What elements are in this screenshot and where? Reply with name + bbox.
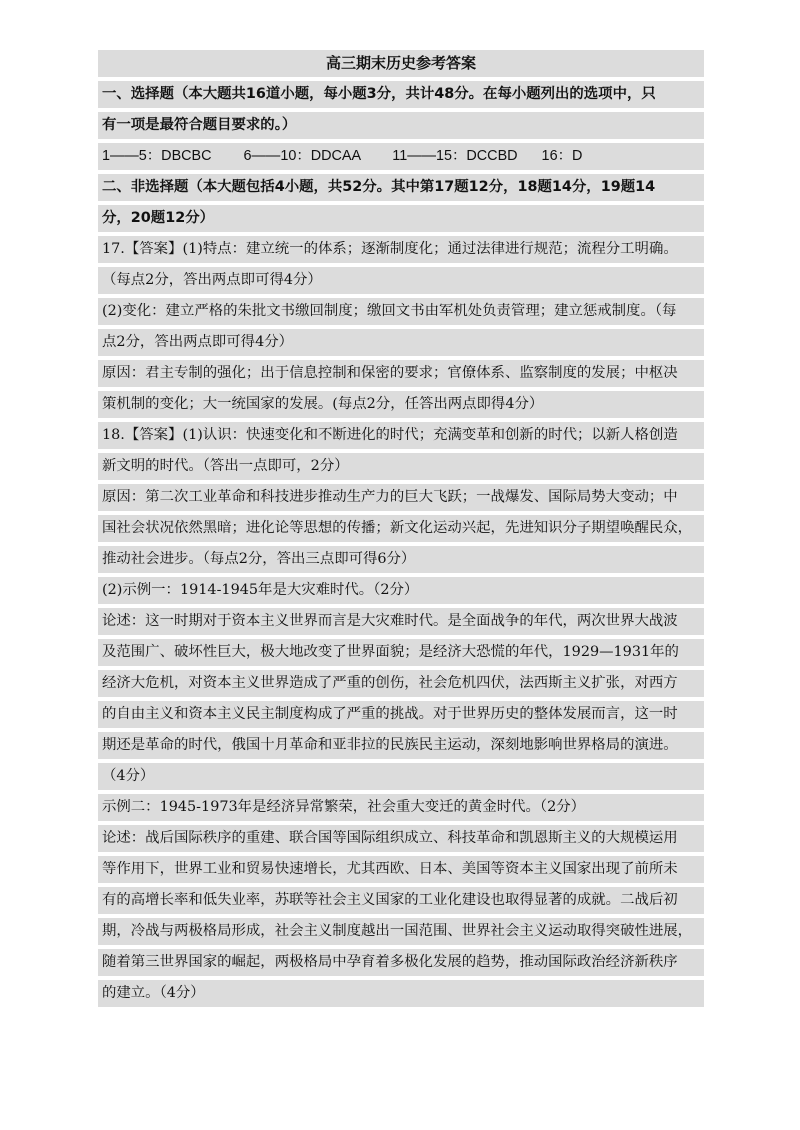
- section2-heading-line2: 分，20题12分）: [98, 205, 704, 232]
- q18-line: 的自由主义和资本主义民主制度构成了严重的挑战。对于世界历史的整体发展而言，这一时: [98, 701, 704, 728]
- q18-line: 推动社会进步。（每点2分，答出三点即可得6分）: [98, 546, 704, 573]
- q18-line: 期，冷战与两极格局形成，社会主义制度越出一国范围、世界社会主义运动取得突破性进展，: [98, 918, 704, 945]
- q17-line: 17.【答案】(1)特点：建立统一的体系；逐渐制度化；通过法律进行规范；流程分工明确。: [98, 236, 704, 263]
- answer-key-page: [98, 50, 704, 1011]
- q18-line: 期还是革命的时代，俄国十月革命和亚非拉的民族民主运动，深刻地影响世界格局的演进。: [98, 732, 704, 759]
- q18-line: (2)示例一：1914-1945年是大灾难时代。（2分）: [98, 577, 704, 604]
- section2-heading-line1: 二、非选择题（本大题包括4小题，共52分。其中第17题12分，18题14分，19题14: [98, 174, 704, 201]
- q17-line: (2)变化：建立严格的朱批文书缴回制度；缴回文书由军机处负责管理；建立惩戒制度。（每: [98, 298, 704, 325]
- section1-heading-line2: 有一项是最符合题目要求的。）: [98, 112, 704, 139]
- q17-line: （每点2分，答出两点即可得4分）: [98, 267, 704, 294]
- q17-line: 原因：君主专制的强化；出于信息控制和保密的要求；官僚体系、监察制度的发展；中枢决: [98, 360, 704, 387]
- q18-line: 经济大危机，对资本主义世界造成了严重的创伤，社会危机四伏，法西斯主义扩张，对西方: [98, 670, 704, 697]
- q18-line: 论述：战后国际秩序的重建、联合国等国际组织成立、科技革命和凯恩斯主义的大规模运用: [98, 825, 704, 852]
- q18-line: 示例二：1945-1973年是经济异常繁荣，社会重大变迁的黄金时代。（2分）: [98, 794, 704, 821]
- q18-line: （4分）: [98, 763, 704, 790]
- q18-line: 国社会状况依然黑暗；进化论等思想的传播；新文化运动兴起，先进知识分子期望唤醒民众，: [98, 515, 704, 542]
- q18-line: 原因：第二次工业革命和科技进步推动生产力的巨大飞跃；一战爆发、国际局势大变动；中: [98, 484, 704, 511]
- q17-line: 策机制的变化；大一统国家的发展。(每点2分，任答出两点即得4分）: [98, 391, 704, 418]
- q18-line: 随着第三世界国家的崛起，两极格局中孕育着多极化发展的趋势，推动国际政治经济新秩序: [98, 949, 704, 976]
- q18-line: 有的高增长率和低失业率，苏联等社会主义国家的工业化建设也取得显著的成就。二战后初: [98, 887, 704, 914]
- q18-line: 及范围广、破坏性巨大，极大地改变了世界面貌；是经济大恐慌的年代，1929—1931年的: [98, 639, 704, 666]
- q18-line: 论述：这一时期对于资本主义世界而言是大灾难时代。是全面战争的年代，两次世界大战波: [98, 608, 704, 635]
- q18-line: 新文明的时代。（答出一点即可，2分）: [98, 453, 704, 480]
- section1-heading-line1: 一、选择题（本大题共16道小题，每小题3分，共计48分。在每小题列出的选项中，只: [98, 81, 704, 108]
- multiple-choice-answers: 1——5：DBCBC 6——10：DDCAA 11——15：DCCBD 16：D: [98, 143, 704, 170]
- q18-line: 等作用下，世界工业和贸易快速增长，尤其西欧、日本、美国等资本主义国家出现了前所未: [98, 856, 704, 883]
- page-title: 高三期末历史参考答案: [98, 50, 704, 77]
- q18-line: 18.【答案】(1)认识：快速变化和不断进化的时代；充满变革和创新的时代；以新人格创造: [98, 422, 704, 449]
- q18-line: 的建立。（4分）: [98, 980, 704, 1007]
- q17-line: 点2分，答出两点即可得4分）: [98, 329, 704, 356]
